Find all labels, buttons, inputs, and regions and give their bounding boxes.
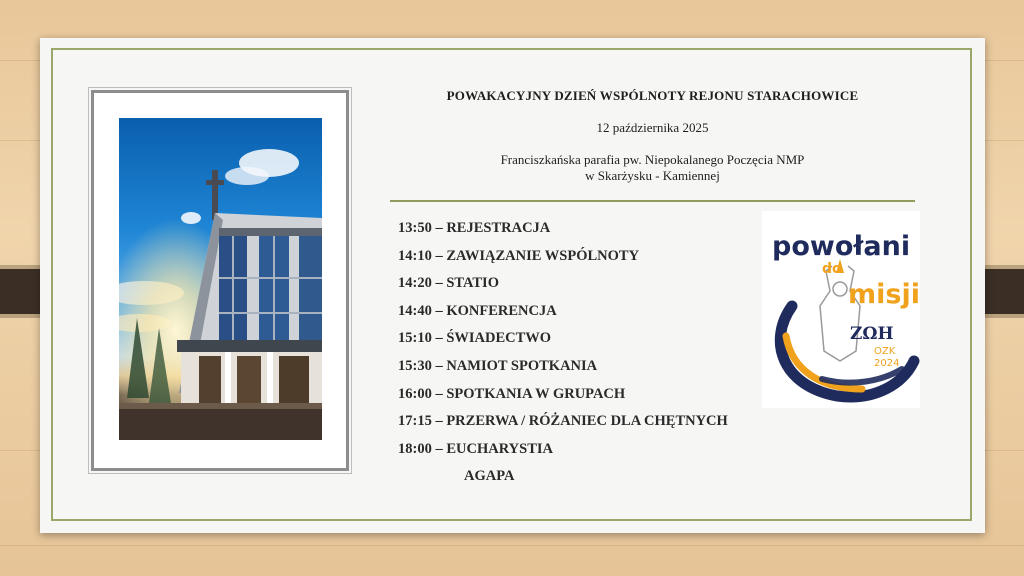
event-venue	[390, 152, 915, 184]
schedule-item: AGAPA	[464, 468, 515, 485]
schedule-item: 14:10 – ZAWIĄZANIE WSPÓLNOTY	[398, 247, 640, 264]
church-photo	[119, 118, 322, 440]
logo-word-1: powołani	[772, 231, 911, 262]
logo-word-2: do	[822, 261, 842, 277]
church-illustration	[119, 118, 322, 440]
event-date: 12 października 2025	[596, 120, 709, 135]
schedule-list	[398, 220, 778, 496]
schedule-item: 16:00 – SPOTKANIA W GRUPACH	[398, 385, 626, 402]
schedule-item: 14:20 – STATIO	[398, 275, 499, 292]
schedule-item: 18:00 – EUCHARYSTIA	[398, 440, 553, 457]
schedule-item: 13:50 – REJESTRACJA	[398, 220, 551, 236]
venue-line-1: Franciszkańska parafia pw. Niepokalanego Poczęcia NMP	[500, 152, 805, 167]
logo-greek: ΖΩΗ	[850, 324, 894, 344]
schedule-item: 15:30 – NAMIOT SPOTKANIA	[398, 357, 598, 374]
schedule-item: 14:40 – KONFERENCJA	[398, 302, 557, 319]
logo-year: 2024	[874, 358, 900, 369]
logo-word-3: misji	[848, 279, 920, 310]
logo-graphic	[762, 211, 920, 408]
logo-sub: OZK	[874, 346, 896, 357]
schedule-item: 17:15 – PRZERWA / RÓŻANIEC DLA CHĘTNYCH	[398, 413, 728, 430]
header-divider	[390, 200, 915, 202]
event-title: POWAKACYJNY DZIEŃ WSPÓLNOTY REJONU STARACHOWICE	[446, 88, 859, 103]
event-logo	[762, 211, 920, 408]
venue-line-2: w Skarżysku - Kamiennej	[585, 168, 720, 183]
schedule-item: 15:10 – ŚWIADECTWO	[398, 330, 552, 347]
